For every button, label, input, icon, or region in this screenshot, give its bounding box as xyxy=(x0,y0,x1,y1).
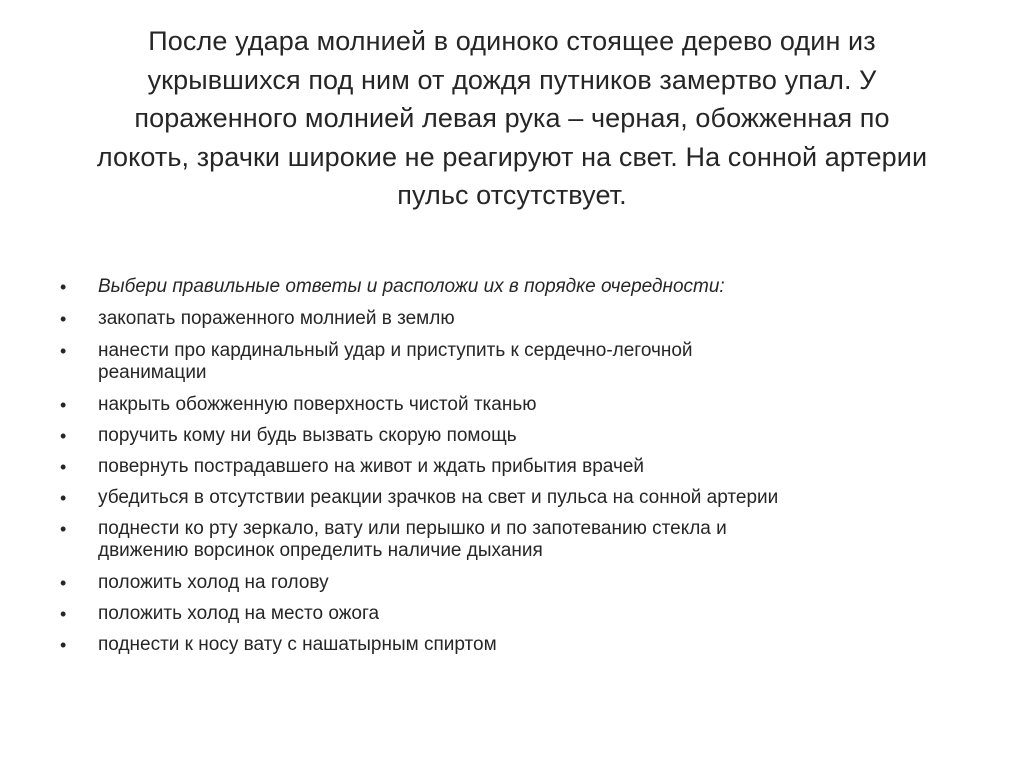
option-text: поручить кому ни будь вызвать скорую помощь xyxy=(98,425,517,446)
option-text: поднести к носу вату с нашатырным спиртом xyxy=(98,634,497,655)
title-line: пульс отсутствует. xyxy=(397,180,627,210)
title-line: локоть, зрачки широкие не реагируют на свет. На сонной артерии xyxy=(96,141,928,172)
option-text: поднести ко рту зеркало, вату или перышко и по запотеванию стекла и движению ворсинок определить наличие дыхания xyxy=(98,518,727,561)
bullet-icon: • xyxy=(60,277,67,297)
bullet-icon: • xyxy=(60,341,67,361)
option-text: закопать пораженного молнией в землю xyxy=(98,308,455,329)
option-text: повернуть пострадавшего на живот и ждать прибытия врачей xyxy=(98,456,645,477)
option-text: убедиться в отсутствии реакции зрачков на свет и пульса на сонной артерии xyxy=(98,487,779,508)
bullet-icon: • xyxy=(60,573,67,593)
option-text: накрыть обожженную поверхность чистой тканью xyxy=(98,394,537,415)
bullet-icon: • xyxy=(60,395,67,415)
title-line: пораженного молнией левая рука – черная, обожженная по xyxy=(134,103,890,133)
bullet-icon: • xyxy=(60,488,67,508)
bullet-icon: • xyxy=(60,519,67,539)
instruction-text: Выбери правильные ответы и расположи их в порядке очередности: xyxy=(98,276,725,297)
title-line: укрывшихся под ним от дождя путников замертво упал. У xyxy=(147,64,877,95)
title-line: После удара молнией в одиноко стоящее дерево один из xyxy=(148,26,876,56)
bullet-icon: • xyxy=(60,426,67,446)
option-text: положить холод на голову xyxy=(98,572,329,593)
bullet-icon: • xyxy=(60,309,67,329)
option-text: нанести про кардинальный удар и приступить к сердечно-легочной реанимации xyxy=(98,340,693,383)
option-text: положить холод на место ожога xyxy=(98,603,380,624)
bullet-icon: • xyxy=(60,457,67,477)
bullet-icon: • xyxy=(60,604,67,624)
bullet-icon: • xyxy=(60,635,67,655)
